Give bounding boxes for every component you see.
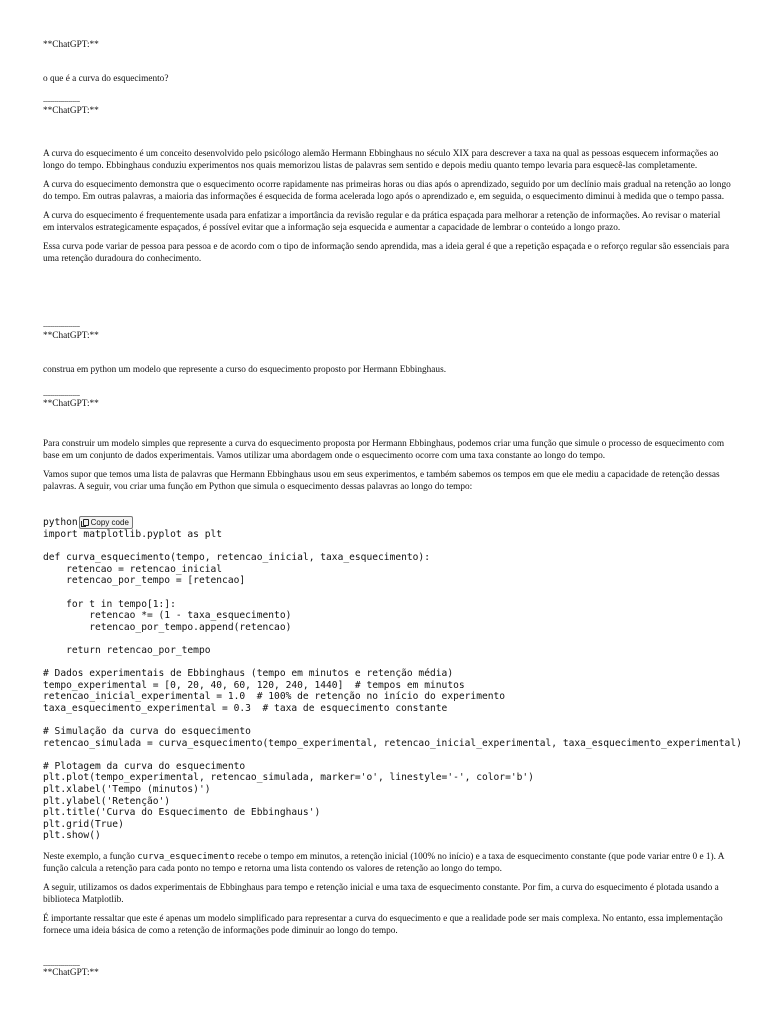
copy-code-button[interactable] xyxy=(79,516,133,529)
answer-2-outro xyxy=(43,852,733,945)
separator: ------------------- xyxy=(43,97,80,105)
speaker-label: **ChatGPT:** xyxy=(43,40,99,50)
answer-1-paragraph: Essa curva pode variar de pessoa para pessoa e de acordo com o tipo de informação sendo aprendida, mas a ideia geral é que a repetição espaçada e o reforço regular são essenciais para uma retenção duradoura do conhecimento. xyxy=(43,242,730,265)
speaker-label: **ChatGPT:** xyxy=(43,968,99,978)
clipboard-icon xyxy=(83,519,89,526)
separator: ------------------- xyxy=(43,391,80,399)
speaker-label: **ChatGPT:** xyxy=(43,331,99,341)
inline-code: curva_esquecimento xyxy=(137,852,235,862)
code-block: import matplotlib.pyplot as plt def curva_esquecimento(tempo, retencao_inicial, taxa_esquecimento): retencao = retencao_inicial retencao_por_tempo = [retencao] for t in tempo[1:]: retencao *= (1 - taxa_esquecimento) retencao_por_tempo.append(retencao) return retencao_por_tempo # Dados experimentais de Ebbinghaus (tempo em minutos e retenção média) tempo_experimental = [0, 20, 40, 60, 120, 240, 1440] # tempos em minutos retencao_inicial_experimental = 1.0 # 100% de retenção no início do experimento taxa_esquecimento_experimental = 0.3 # taxa de esquecimento constante # Simulação da curva do esquecimento retencao_simulada = curva_esquecimento(tempo_experimental, retencao_inicial_experimental, taxa_esquecimento_experimental) # Plotagem da curva do esquecimento plt.plot(tempo_experimental, retencao_simulada, marker='o', linestyle='-', color='b') plt.xlabel('Tempo (minutos)') plt.ylabel('Retenção') plt.title('Curva do Esquecimento de Ebbinghaus') plt.grid(True) plt.show() xyxy=(43,529,742,842)
paragraph-text: recebe o tempo em minutos, a retenção inicial (100% no início) e a taxa de esquecimento constante (que pode variar entre 0 e 1). A função calcula a retenção para cada ponto no tempo e retorna uma lista contendo os valores de retenção ao longo do tempo. xyxy=(43,852,724,874)
user-question-1: o que é a curva do esquecimento? xyxy=(43,74,169,84)
answer-2-paragraph: Vamos supor que temos uma lista de palavras que Hermann Ebbinghaus usou em seus experimentos, e também sabemos os tempos em que ele mediu a capacidade de retenção dessas palavras. A seguir, vou criar uma função em Python que simula o esquecimento dessas palavras ao longo do tempo: xyxy=(43,470,720,492)
user-question-2: construa em python um modelo que represente a curso do esquecimento proposto por Hermann Ebbinghaus. xyxy=(43,365,447,375)
separator: ------------------- xyxy=(43,322,80,330)
code-header xyxy=(43,516,133,529)
answer-1-paragraph: A curva do esquecimento demonstra que o esquecimento ocorre rapidamente nas primeiras horas ou dias após o aprendizado, seguido por um declínio mais gradual na retenção ao longo do tempo. Em outras palavras, a maioria das informações é esquecida de forma acelerada logo após o aprendizado e, em seguida, o esquecimento diminui à medida que o tempo passa. xyxy=(43,180,731,202)
answer-2-paragraph xyxy=(43,852,733,876)
answer-1-paragraph: A curva do esquecimento é um conceito desenvolvido pelo psicólogo alemão Hermann Ebbinghaus no século XIX para descrever a taxa na qual as pessoas esquecem informações ao longo do tempo. Ebbinghaus conduziu experimentos nos quais memorizou listas de palavras sem sentido e depois mediu quanto tempo levaria para esquecê-las completamente. xyxy=(43,149,719,171)
answer-1-paragraph: A curva do esquecimento é frequentemente usada para enfatizar a importância da revisão regular e da prática espaçada para melhorar a retenção de informações. Ao revisar o material em intervalos estrategicamente espaçados, é possível evitar que a informação seja esquecida e aumentar a capacidade de lembrar o conteúdo a longo prazo. xyxy=(43,211,721,233)
answer-2-intro xyxy=(43,439,733,501)
separator: ------------------- xyxy=(43,961,80,969)
answer-2-paragraph: É importante ressaltar que este é apenas um modelo simplificado para representar a curva do esquecimento e que a realidade pode ser mais complexa. No entanto, essa implementação fornece uma ideia básica de como a retenção de informações pode diminuir ao longo do tempo. xyxy=(43,914,723,936)
paragraph-text: Neste exemplo, a função xyxy=(43,852,138,862)
speaker-label: **ChatGPT:** xyxy=(43,399,99,409)
answer-2-paragraph: A seguir, utilizamos os dados experimentais de Ebbinghaus para tempo e retenção inicial e uma taxa de esquecimento constante. Por fim, a curva do esquecimento é plotada usando a biblioteca Matplotlib. xyxy=(43,883,719,905)
speaker-label: **ChatGPT:** xyxy=(43,106,99,116)
code-language-label: python xyxy=(43,516,78,528)
answer-2-paragraph: Para construir um modelo simples que represente a curva do esquecimento proposta por Hermann Ebbinghaus, podemos criar uma função que simule o processo de esquecimento com base em um conjunto de dados experimentais. Vamos utilizar uma abordagem onde o esquecimento ocorre com uma taxa constante ao longo do tempo. xyxy=(43,439,725,461)
answer-1 xyxy=(43,149,733,273)
copy-code-label: Copy code xyxy=(90,517,129,527)
